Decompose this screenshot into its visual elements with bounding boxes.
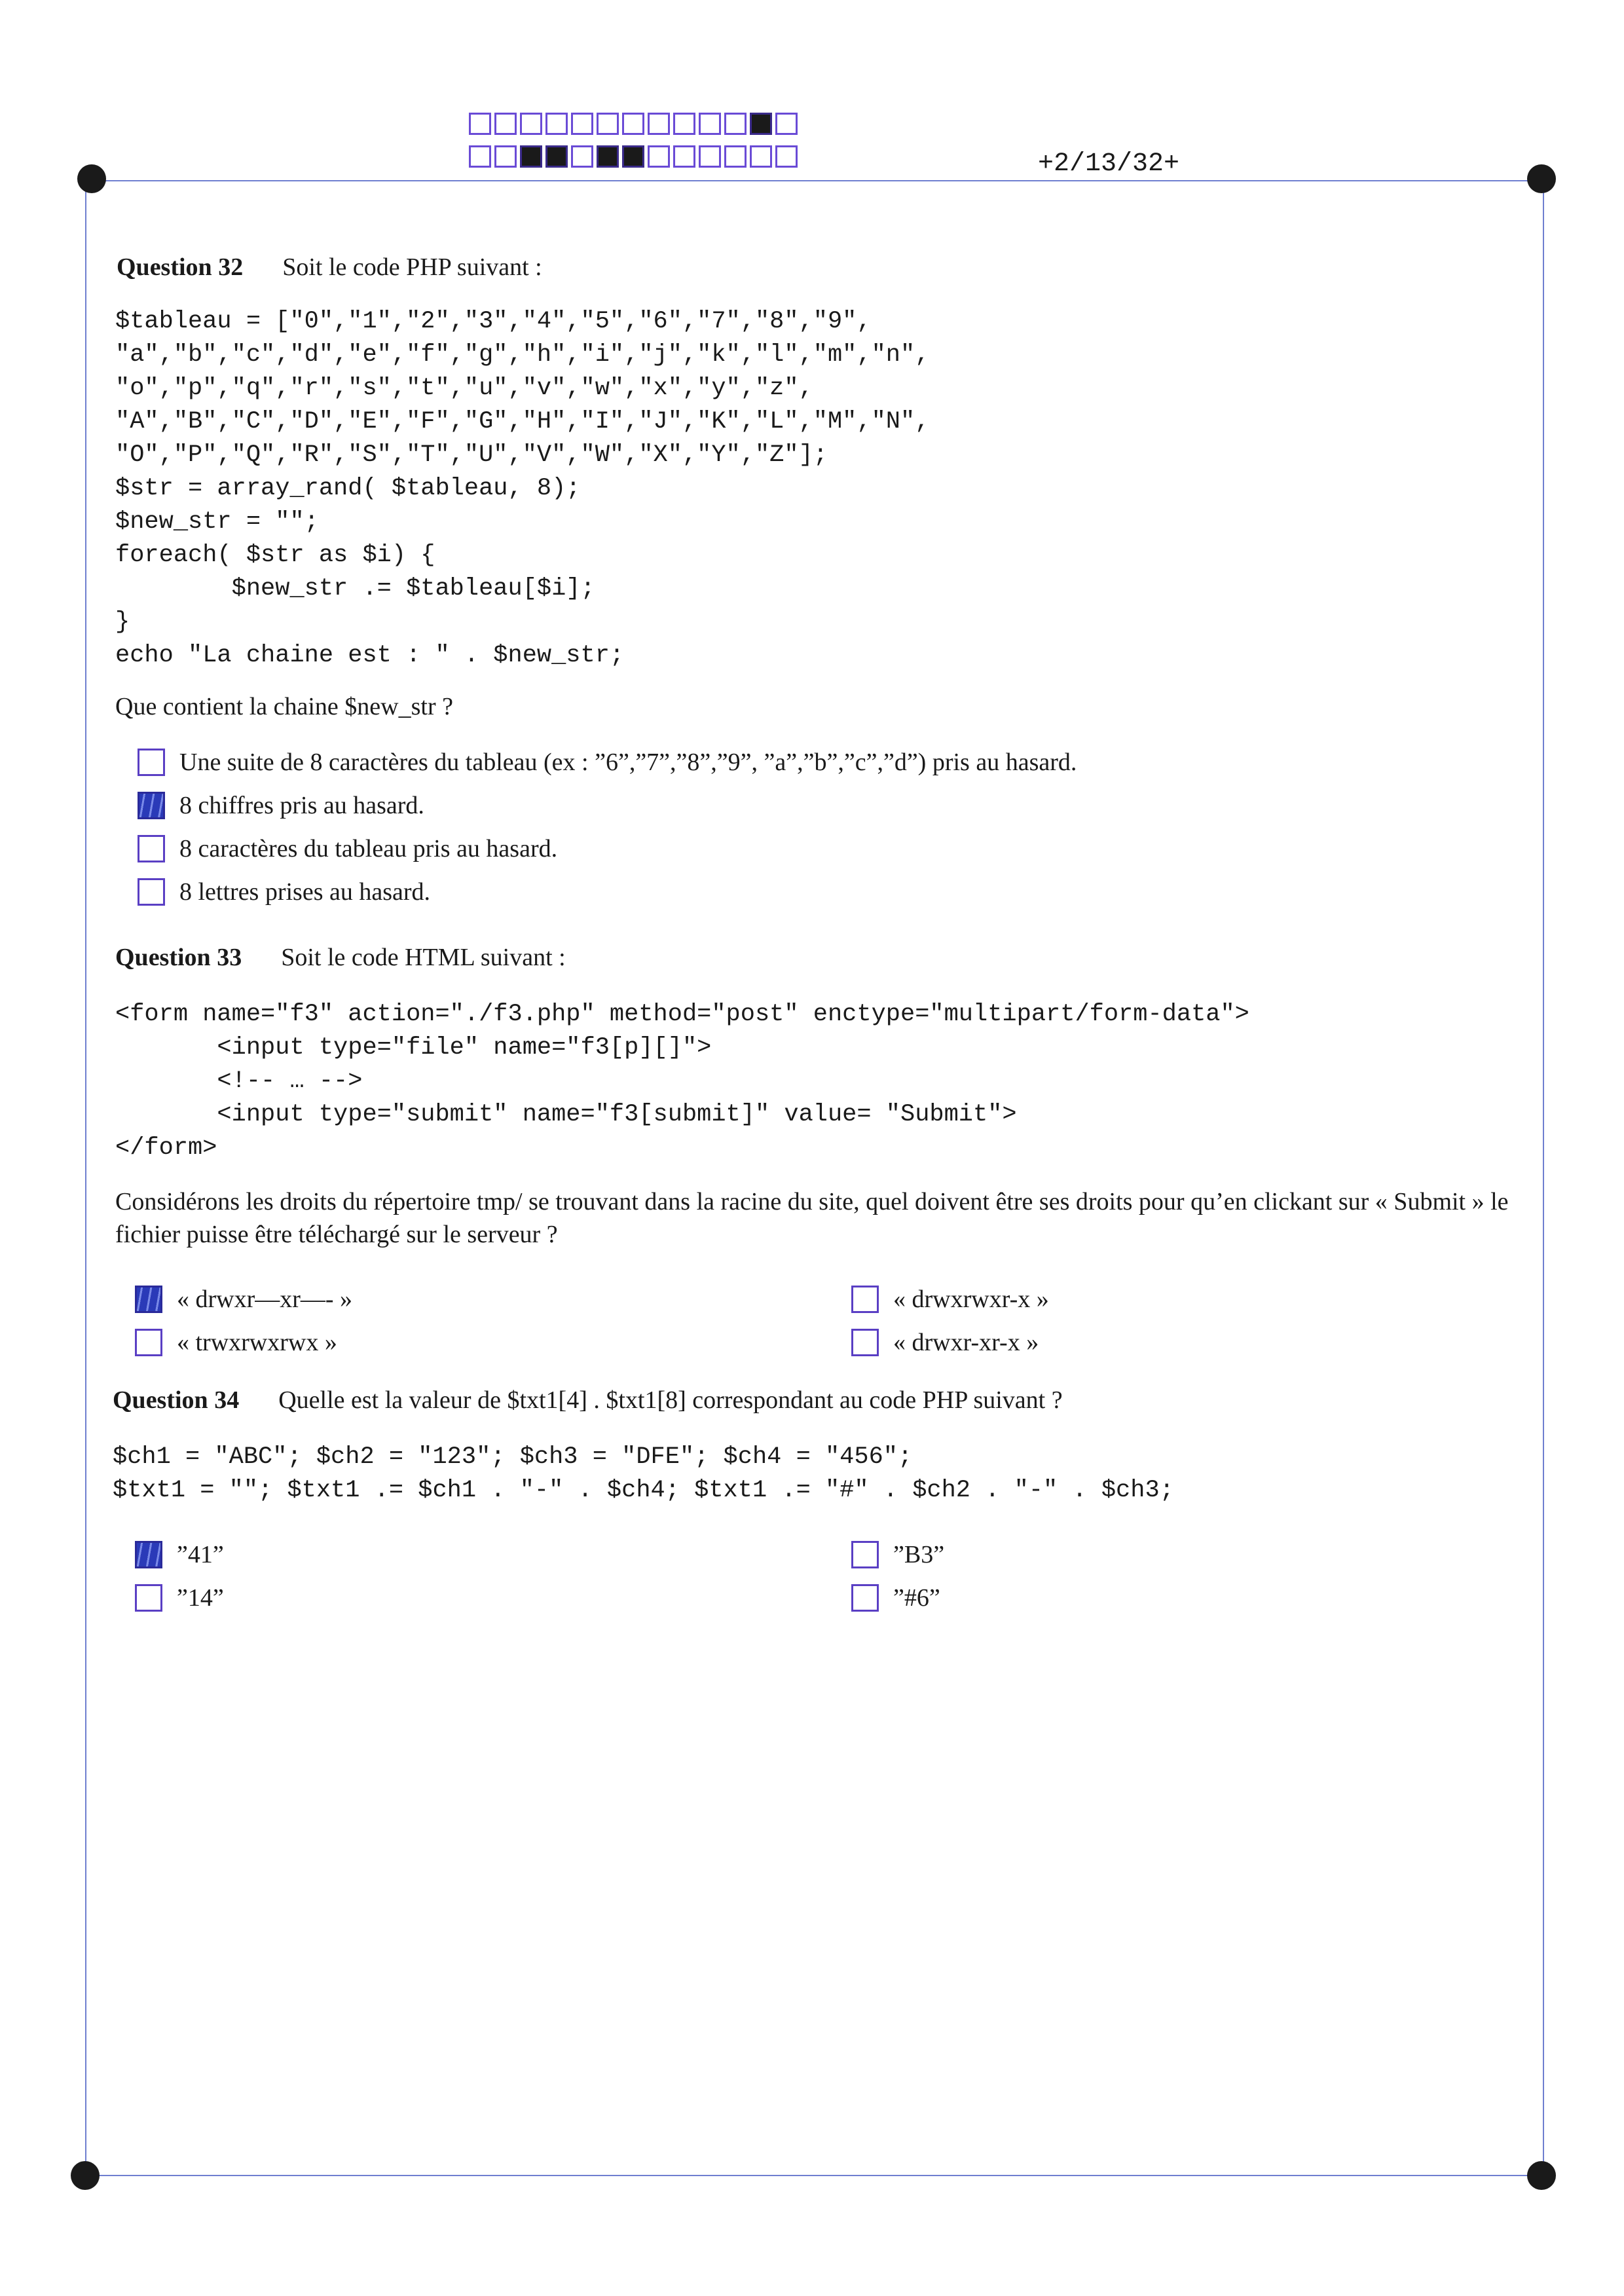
id-code-grid-row-1 [469,113,801,138]
answer-checkbox[interactable] [138,835,165,862]
grid-cell-filled [545,145,568,168]
answer-checkbox[interactable] [851,1329,879,1356]
grid-cell-empty [750,145,772,168]
grid-cell-empty [571,145,593,168]
answer-label: ”41” [177,1541,224,1568]
question-prompt: Soit le code PHP suivant : [282,253,542,281]
registration-mark-bottom-right [1527,2161,1556,2190]
registration-mark-top-left [77,164,106,193]
answer-checkbox[interactable] [138,878,165,906]
answer-checkbox[interactable] [135,1329,162,1356]
grid-cell-empty [494,145,517,168]
answer-checkbox[interactable] [851,1286,879,1313]
answer-label: Une suite de 8 caractères du tableau (ex : ”6”,”7”,”8”,”9”, ”a”,”b”,”c”,”d”) pris au hasard. [179,749,1077,776]
answer-option[interactable] [135,1536,224,1573]
answer-option[interactable] [138,744,1077,781]
grid-cell-empty [699,145,721,168]
registration-mark-bottom-left [71,2161,100,2190]
question-label: Question 32 [117,253,244,281]
grid-cell-empty [494,113,517,135]
answer-label: « drwxr-xr-x » [893,1329,1039,1356]
question-text: Que contient la chaine $new_str ? [115,693,453,720]
grid-cell-empty [520,113,542,135]
id-code-grid-row-2 [469,145,801,170]
answer-checkbox-checked[interactable] [135,1541,162,1568]
page-id: +2/13/32+ [1038,149,1180,179]
question-prompt: Quelle est la valeur de $txt1[4] . $txt1[8] correspondant au code PHP suivant ? [278,1386,1063,1414]
answer-option[interactable] [851,1580,940,1616]
answer-option[interactable] [135,1281,352,1318]
answer-label: ”14” [177,1584,224,1612]
php-code-block: $tableau = ["0","1","2","3","4","5","6","7","8","9", "a","b","c","d","e","f","g","h","i","j","k","l","m","n", "o","p","q","r","s","t","u","v","w","x","y","z", "A","B","C","D","E","F","G","H","I","J","K","L","M","N", "O","P","Q","R","S","T","U","V","W","X","Y","Z"]; $str = array_rand( $tableau, 8); $new_str = ""; foreach( $str as $i) { $new_str .= $tableau[$i]; } echo "La chaine est : " . $new_str; [115,308,930,669]
grid-cell-empty [571,113,593,135]
question-33-title [115,943,566,972]
question-text: Considérons les droits du répertoire tmp/ se trouvant dans la racine du site, quel doivent être ses droits pour qu’en clickant sur « Submit » le fichier puisse être téléchargé sur le serveur ? [115,1188,1509,1248]
question-34-title [113,1386,1063,1415]
grid-cell-filled [520,145,542,168]
answer-checkbox[interactable] [138,749,165,776]
grid-cell-empty [622,113,644,135]
html-code-block: <form name="f3" action="./f3.php" method="post" enctype="multipart/form-data"> <input type="file" name="f3[p][]"> <!-- … --> <input type="submit" name="f3[submit]" value= "Submit"> </form> [115,1001,1249,1162]
grid-cell-filled [622,145,644,168]
answer-label: « drwxrwxr-x » [893,1286,1049,1313]
grid-cell-filled [750,113,772,135]
php-code-block: $ch1 = "ABC"; $ch2 = "123"; $ch3 = "DFE"; $ch4 = "456"; $txt1 = ""; $txt1 .= $ch1 . "-" . $ch4; $txt1 .= "#" . $ch2 . "-" . $ch3; [113,1443,1174,1504]
answer-option[interactable] [138,874,430,910]
answer-label: 8 lettres prises au hasard. [179,878,431,906]
grid-cell-empty [724,113,747,135]
answer-option[interactable] [851,1324,1039,1361]
grid-cell-empty [648,113,670,135]
question-prompt: Soit le code HTML suivant : [281,944,566,971]
answer-checkbox[interactable] [851,1584,879,1612]
grid-cell-empty [699,113,721,135]
answer-label: ”#6” [893,1584,940,1612]
grid-cell-filled [597,145,619,168]
answer-checkbox[interactable] [135,1584,162,1612]
answer-label: « trwxrwxrwx » [177,1329,337,1356]
answer-checkbox-checked[interactable] [135,1286,162,1313]
answer-label: 8 caractères du tableau pris au hasard. [179,835,558,862]
answer-label: 8 chiffres pris au hasard. [179,792,424,819]
answer-label: « drwxr—xr—- » [177,1286,353,1313]
question-label: Question 34 [113,1386,240,1414]
grid-cell-empty [648,145,670,168]
grid-cell-empty [724,145,747,168]
grid-cell-empty [775,145,798,168]
answer-option[interactable] [851,1281,1049,1318]
registration-mark-top-right [1527,164,1556,193]
grid-cell-empty [775,113,798,135]
answer-option[interactable] [138,830,557,867]
grid-cell-empty [597,113,619,135]
grid-cell-empty [673,145,695,168]
grid-cell-empty [545,113,568,135]
answer-option[interactable] [851,1536,944,1573]
question-label: Question 33 [115,944,242,971]
answer-checkbox[interactable] [851,1541,879,1568]
answer-label: ”B3” [893,1541,945,1568]
grid-cell-empty [673,113,695,135]
grid-cell-empty [469,145,491,168]
grid-cell-empty [469,113,491,135]
answer-option[interactable] [135,1580,224,1616]
answer-option[interactable] [138,787,424,824]
answer-checkbox-checked[interactable] [138,792,165,819]
answer-option[interactable] [135,1324,337,1361]
question-32-title [117,253,542,282]
